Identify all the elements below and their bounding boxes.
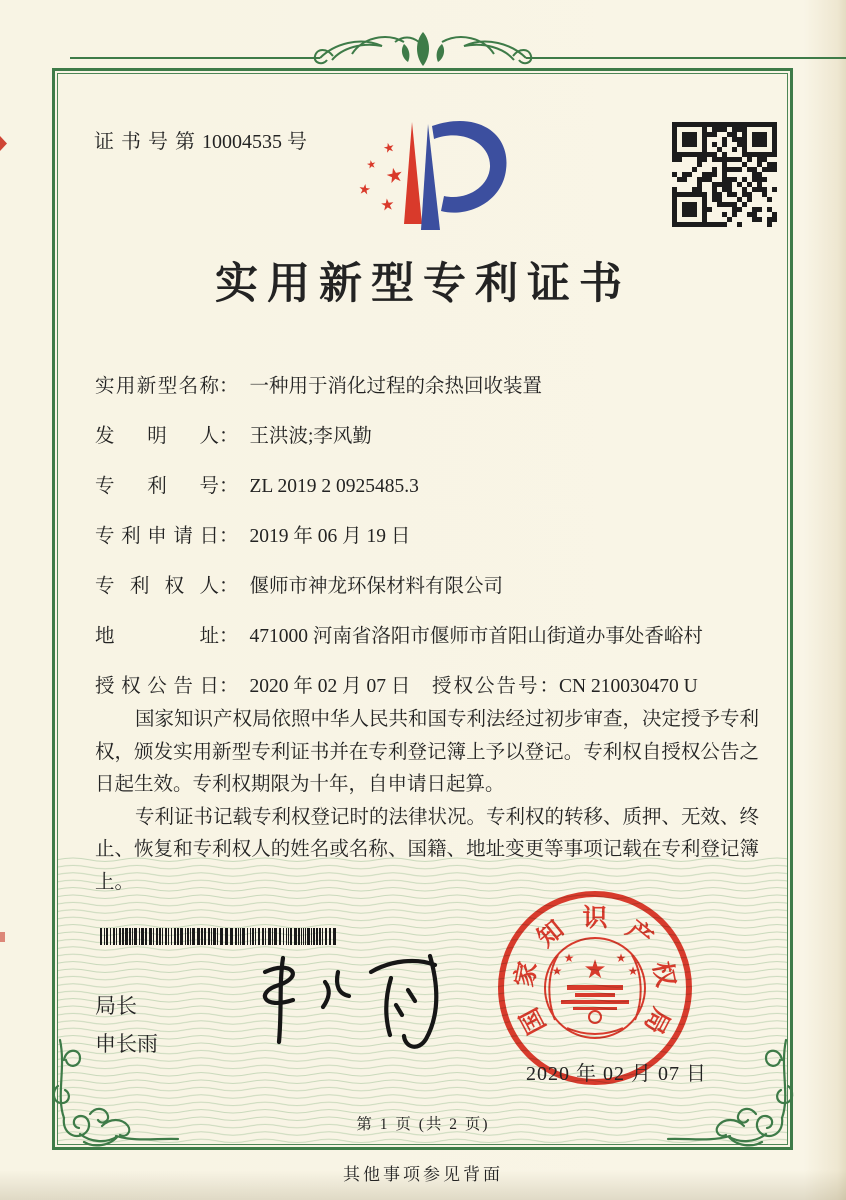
colon: ： [219,576,239,597]
field-label: 专利号 [95,476,219,497]
svg-text:★: ★ [379,194,396,215]
body-paragraph-1: 国家知识产权局依照中华人民共和国专利法经过初步审查，决定授予专利权，颁发实用新型专利证书并在专利登记簿上予以登记。专利权自授权公告之日起生效。专利权期限为十年，自申请日起算。 [95,709,759,795]
field-label: 地址 [95,626,219,647]
svg-text:国: 国 [515,1003,552,1039]
field-value: 2020 年 02 月 07 日 [249,676,411,697]
grant-number-label: 授权公告号 [432,676,540,697]
director-name: 申长雨 [95,1033,158,1056]
colon: ： [219,626,239,647]
certificate-number-prefix: 证书号第 [94,131,202,153]
field-row-filing-date [95,520,765,570]
field-label: 实用新型名称 [95,376,219,397]
field-row-inventor [95,420,765,470]
svg-text:★: ★ [357,181,372,199]
svg-text:★: ★ [615,951,627,965]
field-row-utility-model-name [95,370,765,420]
field-value: 一种用于消化过程的余热回收装置 [249,376,543,397]
field-label: 专利申请日 [95,526,219,547]
seal-date: 2020 年 02 月 07 日 [526,1063,707,1085]
certificate-number-digits: 10004535 [202,131,282,153]
grant-number-value: CN 210030470 U [559,676,698,697]
certificate-number-suffix: 号 [287,131,307,153]
field-value: 471000 河南省洛阳市偃师市首阳山街道办事处香峪村 [249,626,703,647]
field-value: ZL 2019 2 0925485.3 [249,476,419,497]
svg-text:局: 局 [638,1003,675,1039]
qr-code [672,122,777,227]
certificate-fields [95,370,765,720]
field-row-address [95,620,765,670]
svg-text:★: ★ [383,161,406,189]
svg-text:★: ★ [627,964,639,978]
field-label: 专利权人 [95,576,219,597]
field-label: 发明人 [95,426,219,447]
field-value: 2019 年 06 月 19 日 [249,526,411,547]
body-paragraph-2: 专利证书记载专利权登记时的法律状况。专利权的转移、质押、无效、终止、恢复和专利权人的姓名或名称、国籍、地址变更等事项记载在专利登记簿上。 [95,806,759,893]
page-number-footer: 第 1 页 (共 2 页) [356,1116,490,1133]
left-edge-red-mark [0,136,7,151]
cnipa-logo [348,110,512,238]
colon: ： [219,476,239,497]
top-ornament-flourish [0,20,846,80]
svg-text:★: ★ [563,951,575,965]
svg-text:★: ★ [365,157,378,172]
svg-text:权: 权 [647,959,679,990]
field-value: 王洪波;李风勤 [249,426,372,447]
back-side-note: 其他事项参见背面 [343,1165,503,1184]
colon: ： [219,526,239,547]
svg-text:★: ★ [583,955,607,985]
svg-text:识: 识 [582,905,608,932]
certificate-body-text [95,704,759,899]
director-title: 局长 [95,995,137,1018]
colon: ： [219,376,239,397]
certificate-number [94,125,307,154]
svg-text:★: ★ [381,139,397,158]
svg-text:★: ★ [551,964,563,978]
field-row-patentee [95,570,765,620]
svg-text:家: 家 [511,959,543,990]
field-label: 授权公告日 [95,676,219,697]
certificate-title: 实用新型专利证书 [215,261,631,308]
colon: ： [219,676,239,697]
colon: ： [219,426,239,447]
left-edge-red-dot [0,932,5,942]
grant-publication-number [432,670,698,698]
svg-text:产: 产 [620,915,658,953]
svg-text:知: 知 [532,915,570,953]
signature-handwriting [225,942,475,1062]
colon: ： [539,676,560,697]
field-row-patent-number [95,470,765,520]
field-value: 偃师市神龙环保材料有限公司 [249,576,504,597]
